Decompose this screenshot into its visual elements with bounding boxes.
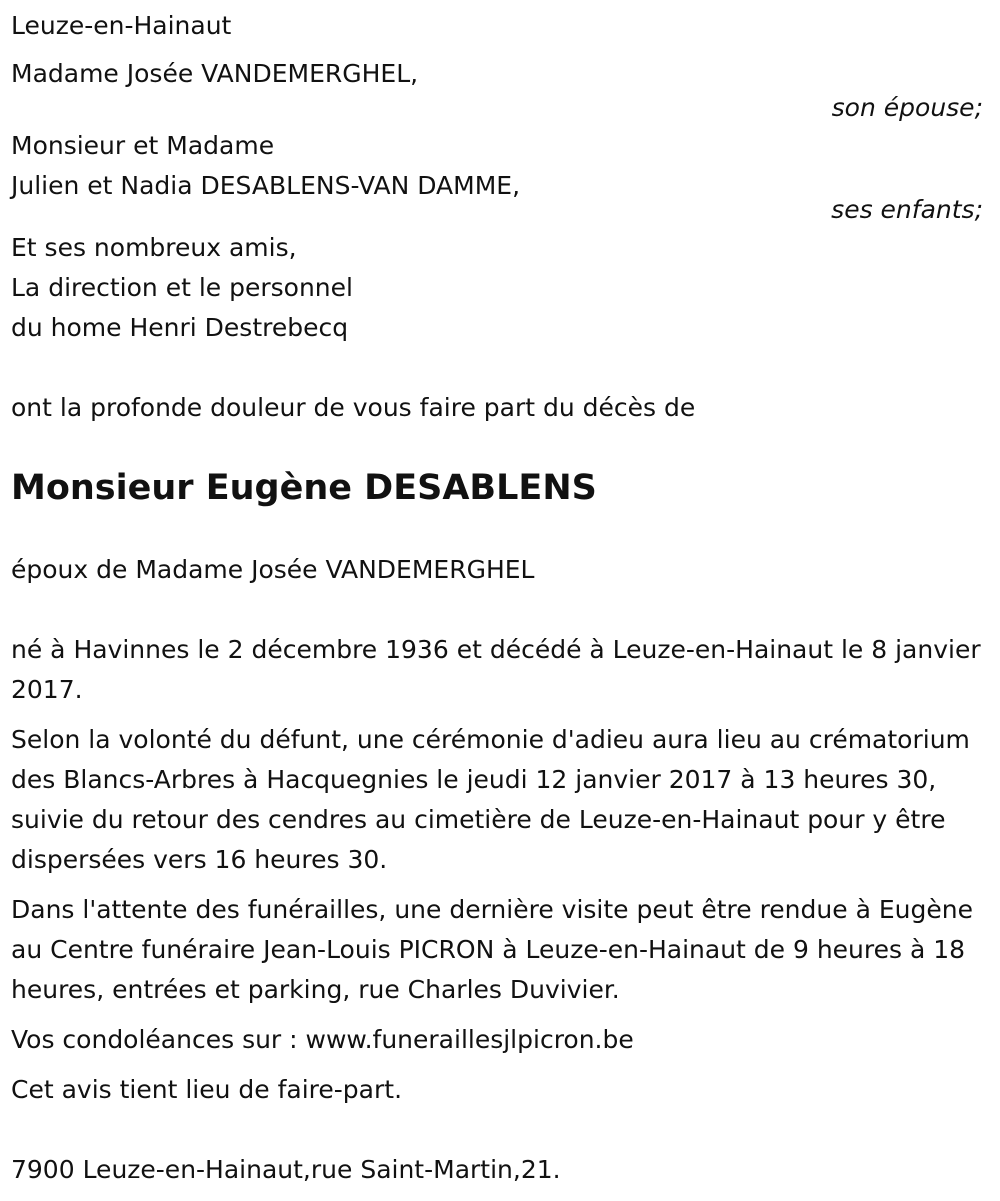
announcement-text: ont la profonde douleur de vous faire part du décès de	[11, 393, 696, 422]
others-line-1: Et ses nombreux amis,	[11, 233, 297, 262]
deceased-name: Monsieur Eugène DESABLENS	[11, 468, 597, 508]
visit-paragraph: Dans l'attente des funérailles, une dernière visite peut être rendue à Eugène au Centre funéraire Jean-Louis PICRON à Leuze-en-Hainaut de 9 heures à 18 heures, entrées et parking, rue Charles Duvivier.	[11, 895, 973, 1004]
others-line-3: du home Henri Destrebecq	[11, 313, 349, 342]
notice-text: Cet avis tient lieu de faire-part.	[11, 1075, 403, 1104]
spouse-role: son épouse;	[831, 93, 983, 122]
others-line-2: La direction et le personnel	[11, 273, 353, 302]
obituary-notice	[11, 6, 991, 1190]
condolences-text: Vos condoléances sur : www.funeraillesjlpicron.be	[11, 1025, 634, 1054]
footer-address: 7900 Leuze-en-Hainaut,rue Saint-Martin,21.	[11, 1155, 561, 1184]
children-line-2: Julien et Nadia DESABLENS-VAN DAMME,	[11, 171, 521, 200]
city-heading: Leuze-en-Hainaut	[11, 11, 232, 40]
birth-death-paragraph: né à Havinnes le 2 décembre 1936 et décédé à Leuze-en-Hainaut le 8 janvier 2017.	[11, 635, 981, 704]
children-line-1: Monsieur et Madame	[11, 131, 275, 160]
children-role: ses enfants;	[831, 195, 983, 224]
ceremony-paragraph: Selon la volonté du défunt, une cérémonie d'adieu aura lieu au crématorium des Blancs-Arbres à Hacquegnies le jeudi 12 janvier 2017 à 13 heures 30, suivie du retour des cendres au cimetière de Leuze-en-Hainaut pour y être dispersées vers 16 heures 30.	[11, 725, 970, 874]
deceased-spouse-of: époux de Madame Josée VANDEMERGHEL	[11, 555, 535, 584]
spouse-name: Madame Josée VANDEMERGHEL,	[11, 59, 419, 88]
